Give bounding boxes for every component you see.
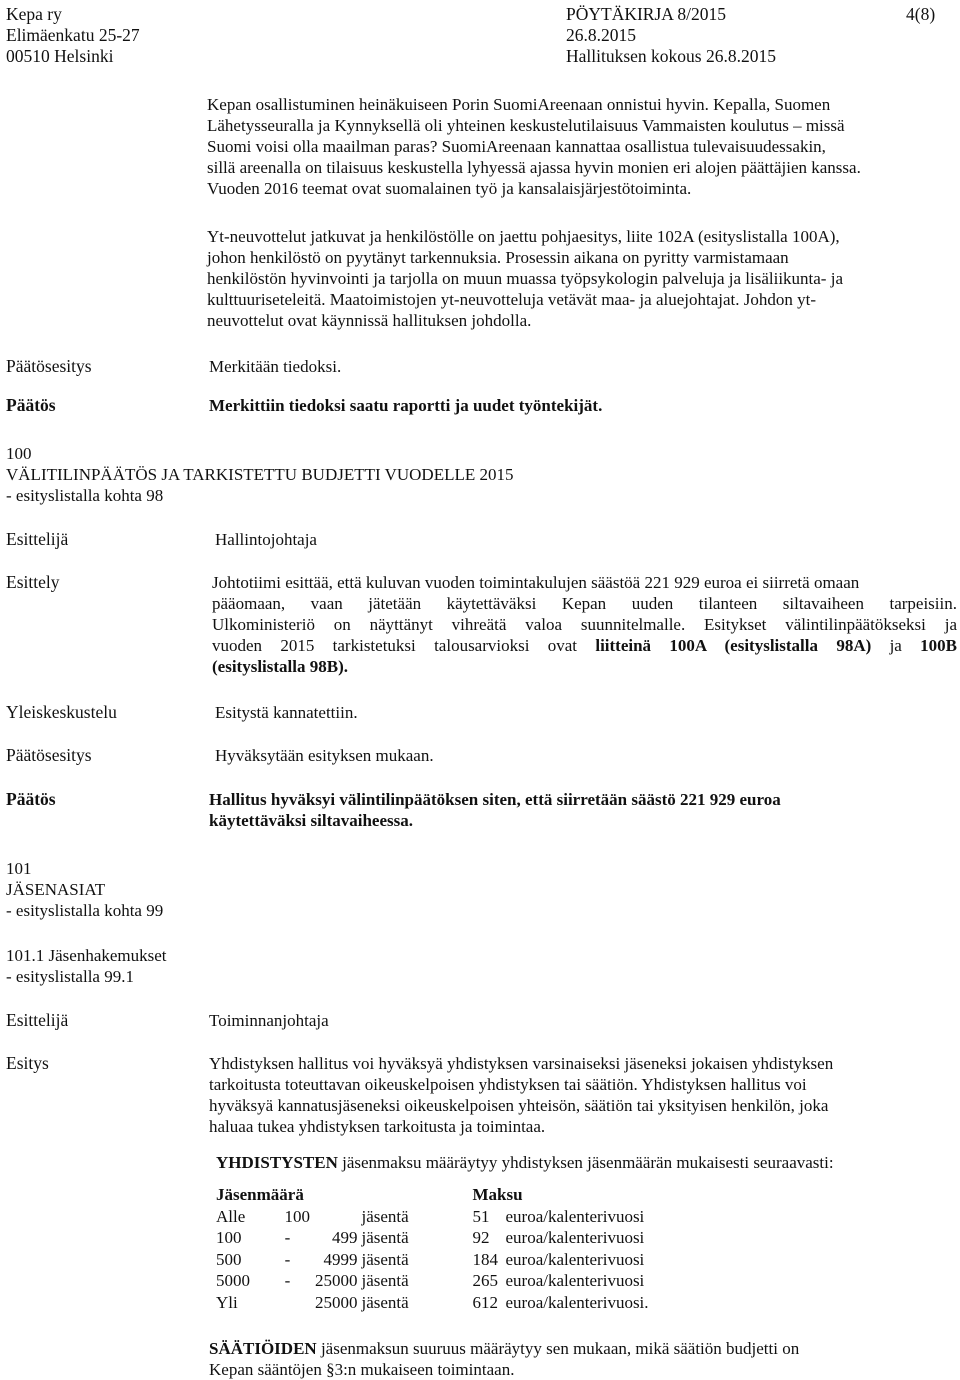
fee-row — [216, 1249, 649, 1271]
fee-cell: - — [284, 1249, 291, 1269]
text-line: Lähetysseuralla ja Kynnyksellä oli yhteinen keskustelutilaisuus Vammaisten koulutus – missä — [207, 116, 845, 135]
org-street: Elimäenkatu 25-27 — [6, 25, 140, 45]
text-line: Vuoden 2016 teemat ovat suomalainen työ ja kansalaisjärjestötoiminta. — [207, 179, 692, 198]
fee-intro-bold: YHDISTYSTEN — [216, 1153, 338, 1172]
text-line: Yhdistyksen hallitus voi hyväksyä yhdistyksen varsinaiseksi jäseneksi jokaisen yhdistyksen — [209, 1054, 834, 1073]
decision-text: Merkittiin tiedoksi saatu raportti ja uudet työntekijät. — [209, 396, 603, 415]
fee-cell: - — [284, 1271, 291, 1290]
fee-row — [216, 1227, 649, 1249]
attachment-ref: (esityslistalla 98B). — [212, 657, 348, 676]
proposal-label: Päätösesitys — [6, 356, 92, 376]
section-ref: - esityslistalla kohta 98 — [6, 486, 164, 505]
text-line: johon henkilöstö on pyytänyt tarkennuksia. Prosessin aikana on pyritty varmistamaan — [207, 248, 789, 267]
proposal-label: Päätösesitys — [6, 745, 92, 765]
text-line: henkilöstön hyvinvointi ja tarjolla on muun muassa työpsykologin palveluja ja lisäliikunta- ja — [207, 269, 843, 288]
presenter-label: Esittelijä — [6, 1010, 69, 1030]
fee-intro-text: jäsenmaksu määräytyy yhdistyksen jäsenmäärän mukaisesti seuraavasti: — [337, 1153, 834, 1172]
header-left — [6, 4, 140, 67]
section-number: 101 — [6, 859, 32, 878]
presenter-value: Toiminnanjohtaja — [209, 1011, 329, 1030]
presentation-text — [212, 572, 957, 677]
section-heading-101 — [6, 858, 163, 921]
fee-cell: 500 — [216, 1249, 242, 1269]
text-line: Ulkoministeriö on näyttänyt vihreätä valoa suunnitelmalle. Esitykset välintilinpäätökseksi ja — [212, 615, 957, 634]
presenter-label: Esittelijä — [6, 529, 69, 549]
fee-cell: 92 — [472, 1228, 490, 1247]
fee-table — [216, 1184, 649, 1313]
text-line: sillä areenalla on tilaisuus keskustella lyhyessä ajassa hyvin monien eri alojen päättäjien kanssa. — [207, 158, 861, 177]
text-line — [209, 1338, 799, 1359]
fee-cell: jäsentä — [361, 1292, 409, 1312]
fee-cell: 25000 — [315, 1271, 358, 1290]
page-number: 4(8) — [906, 4, 936, 24]
fee-cell: euroa/kalenterivuosi — [505, 1228, 645, 1247]
fee-header-fee: Maksu — [472, 1185, 523, 1204]
fee-cell: 4999 — [323, 1249, 358, 1269]
text-line: tarkoitusta toteuttavan oikeuskelpoisen yhdistyksen tai säätiön. Yhdistyksen hallitus voi — [209, 1075, 807, 1094]
text-line — [212, 635, 957, 656]
fee-cell: 265 — [472, 1271, 498, 1290]
foundation-fee-text — [209, 1338, 799, 1380]
fee-header-members: Jäsenmäärä — [216, 1185, 304, 1204]
header-center — [566, 4, 776, 67]
discussion-label: Yleiskeskustelu — [6, 702, 117, 722]
text-line: kulttuuriseteleitä. Maatoimistojen yt-neuvotteluja vetävät maa- ja aluejohtajat. Johdon yt- — [207, 290, 816, 309]
presentation-label: Esittely — [6, 572, 60, 592]
org-name: Kepa ry — [6, 4, 62, 24]
section-heading-100 — [6, 443, 514, 506]
foundation-bold: SÄÄTIÖIDEN — [209, 1339, 317, 1358]
fee-cell: 5000 — [216, 1271, 250, 1290]
text-line: Yt-neuvottelut jatkuvat ja henkilöstölle on jaettu pohjaesitys, liite 102A (esityslistalla 100A), — [207, 227, 840, 246]
fee-cell: euroa/kalenterivuosi — [505, 1249, 645, 1269]
fee-row — [216, 1270, 649, 1292]
fee-cell: jäsentä — [361, 1206, 409, 1226]
fee-cell: euroa/kalenterivuosi — [505, 1206, 645, 1226]
fee-cell: 184 — [472, 1249, 498, 1269]
fee-table-header — [216, 1184, 649, 1206]
fee-cell: jäsentä — [361, 1249, 409, 1269]
fee-cell: 612 — [472, 1292, 498, 1312]
fee-cell: euroa/kalenterivuosi — [505, 1271, 645, 1290]
fee-cell: euroa/kalenterivuosi. — [505, 1292, 649, 1312]
decision-label: Päätös — [6, 789, 56, 809]
fee-cell: 51 — [472, 1206, 490, 1226]
proposal-text: Merkitään tiedoksi. — [209, 357, 342, 376]
yt-paragraph — [207, 226, 952, 331]
text-span: ja — [871, 636, 921, 655]
meeting-name: Hallituksen kokous 26.8.2015 — [566, 46, 776, 66]
text-line: käytettäväksi siltavaiheessa. — [209, 811, 413, 830]
attachment-ref: 100B — [920, 636, 957, 655]
areena-paragraph — [207, 94, 952, 199]
section-title: VÄLITILINPÄÄTÖS JA TARKISTETTU BUDJETTI VUODELLE 2015 — [6, 465, 514, 484]
fee-cell: 25000 — [315, 1292, 358, 1312]
fee-cell: Alle — [216, 1206, 246, 1226]
doc-title: PÖYTÄKIRJA 8/2015 — [566, 4, 726, 24]
fee-cell: Yli — [216, 1292, 238, 1312]
proposal-value: Hyväksytään esityksen mukaan. — [215, 746, 434, 765]
section-number: 100 — [6, 444, 32, 463]
fee-cell — [315, 1206, 362, 1228]
fee-cell: 100 — [216, 1228, 242, 1247]
subsection-ref: - esityslistalla 99.1 — [6, 967, 134, 986]
text-line: neuvottelut ovat käynnissä hallituksen johdolla. — [207, 311, 532, 330]
attachment-ref: liitteinä 100A (esityslistalla 98A) — [595, 636, 872, 655]
fee-cell: 100 — [284, 1206, 310, 1226]
presenter-value: Hallintojohtaja — [215, 530, 317, 549]
fee-cell: - — [284, 1228, 291, 1247]
text-line: hyväksyä kannatusjäseneksi oikeuskelpoisen yhteisön, säätiön tai yksityisen henkilön, joka — [209, 1096, 829, 1115]
discussion-value: Esitystä kannatettiin. — [215, 703, 358, 722]
subsection-title: 101.1 Jäsenhakemukset — [6, 946, 167, 965]
subsection-heading-101-1 — [6, 945, 167, 987]
proposal-label: Esitys — [6, 1053, 49, 1073]
fee-cell: jäsentä — [361, 1228, 409, 1247]
text-line: haluaa tukea yhdistyksen tarkoitusta ja toimintaa. — [209, 1117, 546, 1136]
decision-text — [209, 789, 781, 831]
text-span: jäsenmaksun suuruus määräytyy sen mukaan, mikä säätiön budjetti on — [316, 1339, 800, 1358]
text-line: Kepan sääntöjen §3:n mukaiseen toimintaan. — [209, 1360, 515, 1379]
text-line: Hallitus hyväksyi välintilinpäätöksen siten, että siirretään säästö 221 929 euroa — [209, 790, 781, 809]
section-ref: - esityslistalla kohta 99 — [6, 901, 164, 920]
fee-row — [216, 1292, 649, 1314]
proposal-text — [209, 1053, 954, 1137]
text-line: Suomi voisi olla maailman paras? SuomiAreenaan kannattaa osallistua tulevaisuudessakin, — [207, 137, 826, 156]
text-span: vuoden 2015 tarkistetuksi talousarvioksi ovat — [212, 636, 596, 655]
fee-intro — [216, 1152, 834, 1173]
org-city: 00510 Helsinki — [6, 46, 114, 66]
text-line: Kepan osallistuminen heinäkuiseen Porin SuomiAreenaan onnistui hyvin. Kepalla, Suomen — [207, 95, 831, 114]
decision-label: Päätös — [6, 395, 56, 415]
fee-cell: 499 — [332, 1228, 358, 1247]
text-line: pääomaan, vaan jätetään käytettäväksi Kepan uuden tilanteen siltavaiheen tarpeisiin. — [212, 594, 957, 613]
fee-row — [216, 1206, 649, 1228]
doc-date: 26.8.2015 — [566, 25, 636, 45]
fee-cell: jäsentä — [361, 1271, 409, 1290]
section-title: JÄSENASIAT — [6, 880, 106, 899]
text-line: Johtotiimi esittää, että kuluvan vuoden toimintakulujen säästöä 221 929 euroa ei siirretä omaan — [212, 573, 860, 592]
